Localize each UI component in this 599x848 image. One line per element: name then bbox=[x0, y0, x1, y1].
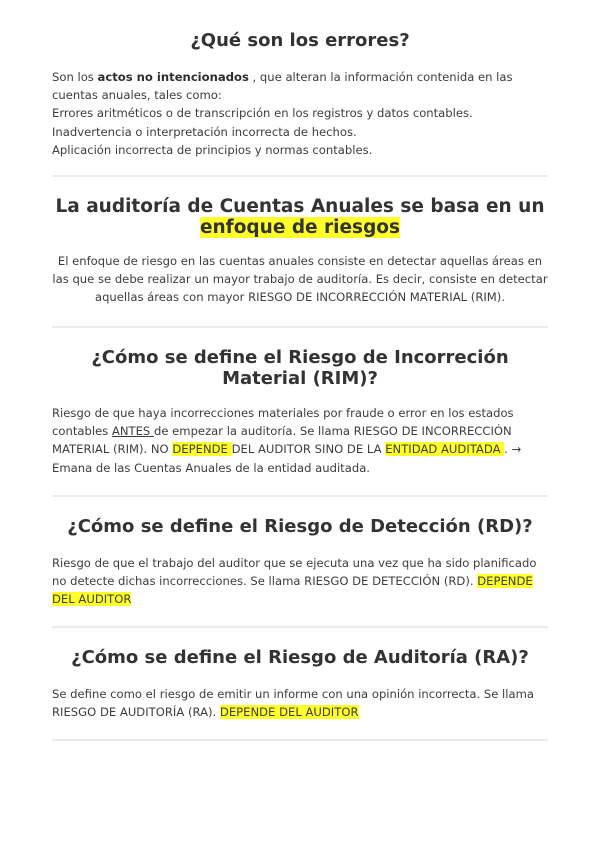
section-body: Son los actos no intencionados , que alteran la información contenida en las cuentas anuales, tales como: Errores aritméticos o de transcripción en los registros y datos contables. Inadvertencia o interpretación incorrecta de hechos. Aplicación incorrecta de principios y normas contables. bbox=[52, 68, 548, 159]
section-body: Se define como el riesgo de emitir un informe con una opinión incorrecta. Se llama RIESGO DE AUDITORÍA (RA). DEPENDE DEL AUDITOR bbox=[52, 687, 534, 720]
section-title: ¿Cómo se define el Riesgo de Detección (RD)? bbox=[67, 516, 533, 537]
list-item: Errores aritméticos o de transcripción en los registros y datos contables. bbox=[52, 106, 473, 121]
section-title: La auditoría de Cuentas Anuales se basa en un enfoque de riesgos bbox=[55, 196, 545, 238]
section-enfoque bbox=[52, 196, 548, 307]
section-errores bbox=[52, 30, 548, 159]
divider bbox=[52, 495, 548, 497]
highlighted-text: ENTIDAD AUDITADA bbox=[385, 442, 505, 457]
section-rd bbox=[52, 516, 548, 609]
bold-term: actos no intencionados bbox=[97, 70, 249, 84]
section-ra bbox=[52, 647, 548, 721]
section-rim bbox=[52, 347, 548, 477]
highlighted-text: DEPENDE DEL AUDITOR bbox=[219, 705, 359, 720]
section-title: ¿Qué son los errores? bbox=[190, 30, 410, 51]
section-body: Riesgo de que haya incorrecciones materiales por fraude o error en los estados contables ANTES de empezar la auditoría. Se llama RIESGO DE INCORRECCIÓN MATERIAL (RIM). NO DEPENDE DEL AUDITOR SINO DE LA ENTIDAD AUDITADA . → Emana de las Cuentas Anuales de la entidad auditada. bbox=[52, 406, 522, 475]
highlighted-text: DEPENDE bbox=[172, 442, 232, 457]
divider bbox=[52, 626, 548, 628]
section-body: El enfoque de riesgo en las cuentas anuales consiste en detectar aquellas áreas en las que se debe realizar un mayor trabajo de auditoría. Es decir, consiste en detectar aquellas áreas con mayor RIESGO DE INCORRECCIÓN MATERIAL (RIM). bbox=[52, 254, 548, 305]
divider bbox=[52, 739, 548, 741]
section-title: ¿Cómo se define el Riesgo de Incorreción Material (RIM)? bbox=[91, 347, 509, 389]
divider bbox=[52, 175, 548, 177]
highlighted-text: enfoque de riesgos bbox=[199, 217, 401, 238]
section-body: Riesgo de que el trabajo del auditor que se ejecuta una vez que ha sido planificado no detecte dichas incorrecciones. Se llama RIESGO DE DETECCIÓN (RD). DEPENDE DEL AUDITOR bbox=[52, 556, 537, 607]
underlined-text: ANTES bbox=[111, 424, 154, 439]
list-item: Aplicación incorrecta de principios y normas contables. bbox=[52, 142, 373, 157]
list-item: Inadvertencia o interpretación incorrecta de hechos. bbox=[52, 124, 357, 139]
divider bbox=[52, 326, 548, 328]
section-title: ¿Cómo se define el Riesgo de Auditoría (RA)? bbox=[71, 647, 529, 668]
highlighted-text: DEPENDE DEL AUDITOR bbox=[52, 574, 533, 607]
